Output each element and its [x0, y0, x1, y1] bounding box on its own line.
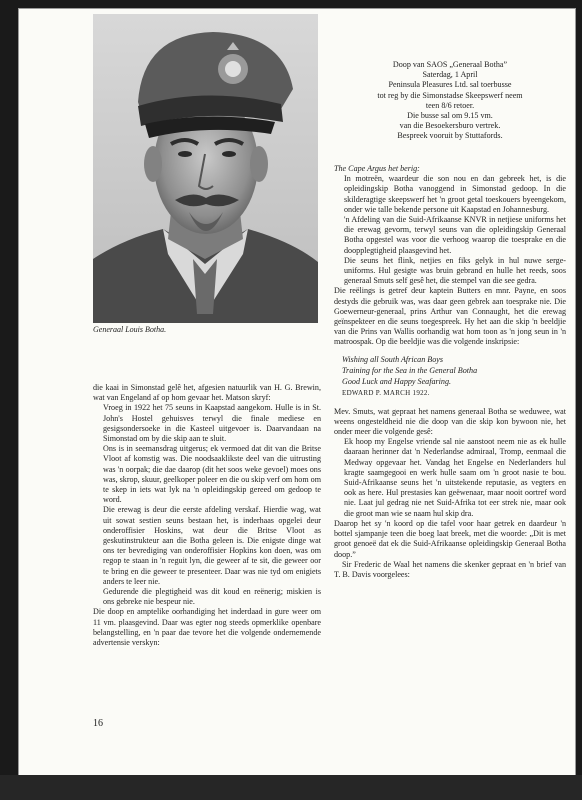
quoted-paragraph: Ek hoop my Engelse vriende sal nie aanstoot neem nie as ek hulle daaraan herinner dat 'n Nederlandse admiraal, Tromp, eenmaal die Medway opgevaar het. Vandag het Engelse en Nederlanders hul kragte saamgegooi en werk hulle saam om 'n groot nasie te bou. Suid-Afrikaanse seuns het 'n uitstekende reputasie, as vegters en ook as here. Hul prestasies kan geëwenaar, maar nooit oortref word nie. Laat jul gedrag nie net Suid-Afrika tot eer strek nie, maar ook die groot man wie se naam hul skip dra.	[344, 437, 566, 518]
quoted-paragraph: Ons is in seemansdrag uitgerus; ek vermoed dat dit van die Britse Vloot af komstig was. Die noodsaaklikste deel van die uitrusting was 'n oorpak; die dae daarop (dit het soos weke gevoel) moes ons was, skrop, skuur, geelkoper poleer en die ou skip verf om hom om te skep in iets wat lyk na 'n opleidingskip gereed om gedoop te word.	[103, 444, 321, 505]
right-column	[334, 164, 566, 580]
left-column	[93, 383, 321, 648]
advert-line: Doop van SAOS „Generaal Botha”	[392, 60, 508, 69]
paragraph: Mev. Smuts, wat gepraat het namens generaal Botha se weduwee, wat weens ongesteldheid nie die doop van die skip kon bywoon nie, het onder meer die volgende gesê:	[334, 406, 566, 437]
paragraph: die kaai in Simonstad gelê het, afgesien natuurlik van H. G. Brewin, wat van Engeland af op hom gevaar het. Matson skryf:	[93, 383, 321, 403]
advert-line: tot reg by die Simonstadse Skeepswerf neem	[377, 90, 523, 100]
inscription-line: Good Luck and Happy Seafaring.	[342, 376, 452, 386]
scan-edge	[0, 775, 582, 800]
inscription-line: Training for the Sea in the General Botha	[342, 365, 478, 375]
advert-line: Peninsula Pleasures Ltd. sal toerbusse	[388, 80, 512, 90]
quoted-paragraph: 'n Afdeling van die Suid-Afrikaanse KNVR in netjiese uniforms het die erewag gevorm, terwyl seuns van die opleidingskip Generaal Botha opgestel was voor die verhoog waarop die toesprake en die doopplegtigheid plaasgevind het.	[344, 215, 566, 255]
portrait-photo	[93, 14, 318, 323]
advertisement	[334, 60, 566, 142]
quoted-paragraph: In motreën, waardeur die son nou en dan gebreek het, is die opleidingskip Botha vanoggend in Simonstad gedoop. In die skilderagtige skeepswerf het 'n groot getal toeskouers byeengekom, onder wie talle bekende persone uit Kaapstad en Johannesburg.	[344, 174, 566, 214]
paragraph: Sir Frederic de Waal het namens die skenker gepraat en 'n brief van T. B. Davis voorgelees:	[334, 559, 566, 579]
quoted-paragraph: Gedurende die plegtigheid was dit koud en reënerig; miskien is ons gebreke nie bespeur nie.	[103, 587, 321, 607]
quoted-paragraph: Vroeg in 1922 het 75 seuns in Kaapstad aangekom. Hulle is in St. John's Hostel gehuisves terwyl die finale mediese en gesigsondersoeke in die Kasteel uitgevoer is. Daarvandaan na Simonstad om by die skip aan te sluit.	[103, 403, 321, 444]
paragraph: Die reëlings is getref deur kaptein Butters en mnr. Payne, en soos destyds die gebruik was, was daar geen gebrek aan toesprake nie. Die Goewerneur-generaal, prins Arthur van Connaught, het die erewag geïnspekteer en die seuns toegespreek. Hy het aan die skip 'n beeldjie van die Prins van Wallis oorhandig wat hom toon as 'n jong seun in 'n matroospak. Op die beeldjie was die volgende inskripsie:	[334, 286, 566, 347]
advert-line: van die Besoekersburo vertrek.	[399, 121, 501, 131]
quoted-paragraph: Die seuns het flink, netjies en fiks gelyk in hul nuwe serge-uniforms. Hul gesigte was bruin gebrand en hulle het reeds, soos generaal Smuts self gesê het, die stempel van die see gedra.	[344, 255, 566, 286]
paragraph: Daarop het sy 'n koord op die tafel voor haar getrek en daardeur 'n bottel sjampanje teen die boeg laat breek, met die woorde: „Dit is met groot genoeë dat ek die Suid-Afrikaanse opleidingskip Generaal Botha doop.”	[334, 518, 566, 559]
page-number: 16	[93, 718, 103, 729]
advert-line: Die busse sal om 9.15 vm.	[407, 111, 493, 121]
advert-line: Saterdag, 1 April	[422, 70, 478, 80]
inscription-line: Wishing all South African Boys	[342, 354, 444, 364]
advert-line: teen 8/6 retoer.	[425, 100, 475, 110]
inscription	[334, 354, 566, 399]
inscription-signature: EDWARD P. MARCH 1922.	[342, 388, 430, 397]
quoted-paragraph: Die erewag is deur die eerste afdeling verskaf. Hierdie wag, wat uit sowat sestien seuns bestaan het, is inderhaas opgelei deur onderoffisier Hoskins, wat deur die Britse Vloot as geskutinstrukteur aan die Botha geleen is. Die enigste dinge wat ons ter bevrediging van onderoffisier Hopkins kon doen, was om regop te staan in 'n reguit lyn, die geweer af te sit, die geweer oor te bring en die geweer te presenteer. Daar was nie tyd om enigiets anders te leer nie.	[103, 505, 321, 586]
advert-line: Bespreek vooruit by Stuttafords.	[397, 131, 503, 141]
photo-caption: Generaal Louis Botha.	[93, 325, 167, 334]
paragraph: Die doop en amptelike oorhandiging het inderdaad in gure weer om 11 vm. plaasgevind. Daar was egter nog steeds opmerklike openbare belangstelling, en 'n paar dae tevore het die volgende ondernemende advertensie verskyn:	[93, 607, 321, 648]
paragraph: The Cape Argus het berig:	[334, 164, 420, 173]
